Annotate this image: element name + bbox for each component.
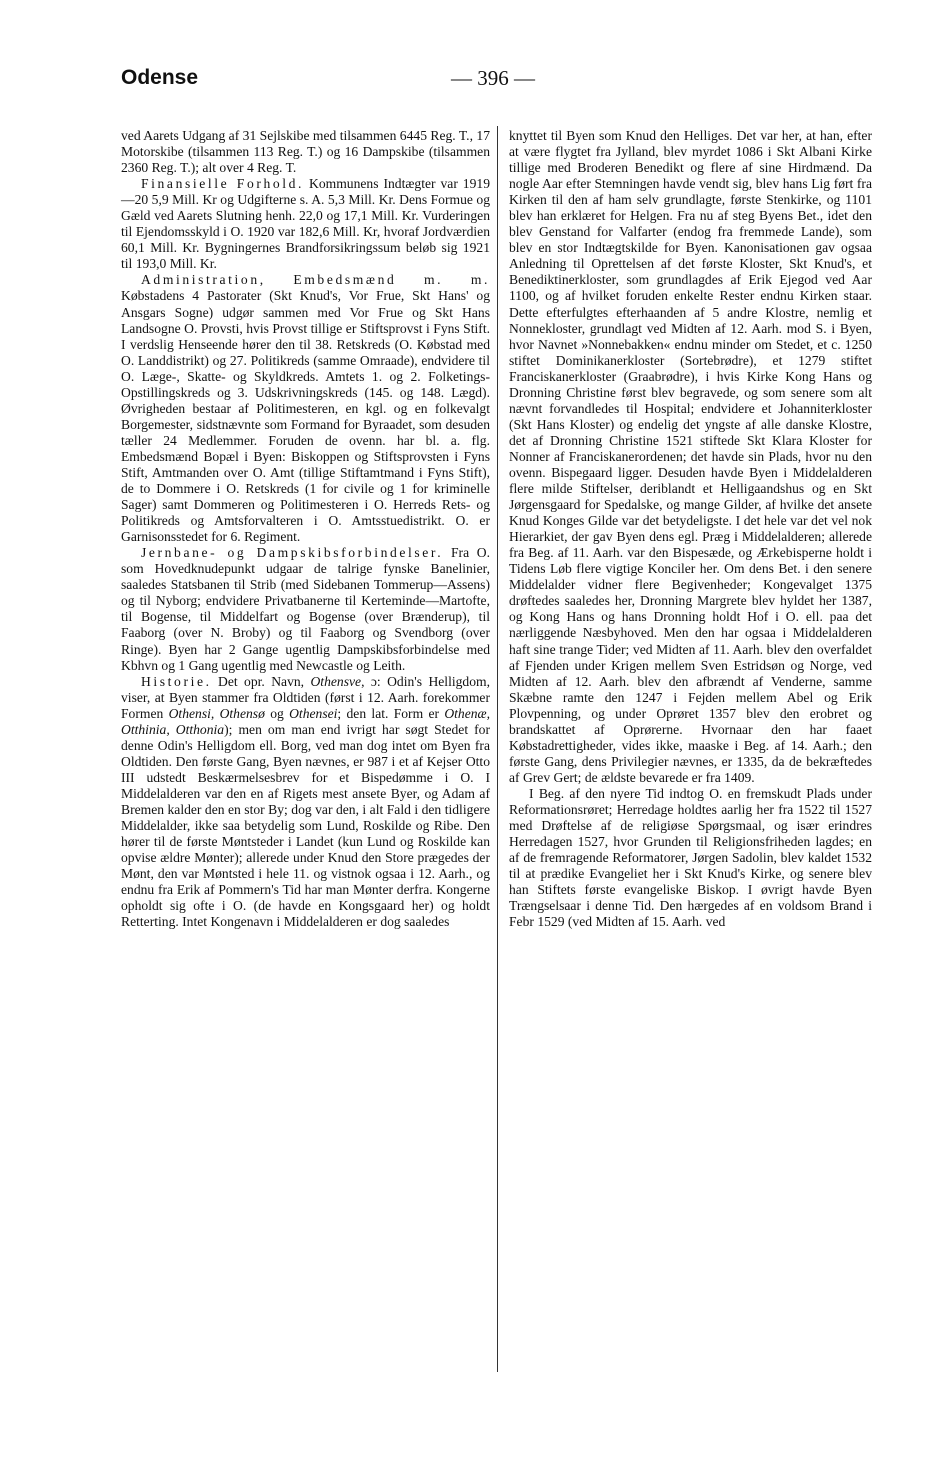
paragraph-knud-den-hellige: knyttet til Byen som Knud den Helliges. Det var her, at han, efter at være flygtet fra Jylland, blev myrdet 1086 i Skt Albani Kirke tillige med Broderen Benedikt og flere af sine Hirdmænd. Da nogle Aar efter Stemningen havde vendt sig, blev hans Lig ført fra Kirken til den af ham selv grundlagte, første Stenkirke, og 1101 blev han erklæret for Helgen. Fra nu af steg Byens Bet., idet den blev Genstand for Valfarter (endog fra fremmede Lande), som blev en stor Indtægtskilde for Byen. Kanonisationen gav ogsaa Anledning til Oprettelsen af det første Kloster, Skt Knud's, et Benediktinerkloster, som grundlagdes af Erik Ejegod ved Aar 1100, og af hvilket foruden enkelte Rester endnu Kirken staar. Dette efterfulgtes efterhaanden af 5 andre Klostre, nemlig et Nonnekloster, grundlagt ved Midten af 12. Aarh. mod S. i Byen, hvor Navnet »Nonnebakken« endnu minder om Stedet, et c. 1250 stiftet Dominikanerkloster (Sortebrødre), et 1279 stiftet Franciskanerkloster (Graabrødre), i hvis Kirke Kong Hans og Dronning Christine først blev begravede, og som senere som alt nævnt forvandledes til Hospital; endvidere et Johanniterkloster (Skt Hans Kloster) og endelig det yngste af alle danske Klostre, det af Dronning Christine 1521 stiftede Skt Klara Kloster for Nonner af Franciskanerordenen; det havde sin Plads, hvor nu den ovenn. Bispegaard ligger. Desuden havde Byen i Middelalderen flere milde Stiftelser, deriblandt et Helligaandshus og en Skt Jørgensgaard for Spedalske, og mange Gilder, af hvilke det ansete Knud Konges Gilde var det betydeligste. I det hele var det vel nok Hierarkiet, der gav Byen dens egl. Præg i Middelalderen; allerede fra Beg. af 11. Aarh. var den Bispesæde, og Ærkebisperne holdt i Tidens Løb flere vigtige Konciler her. Om dens Bet. i den senere Middelalder vidner flere Begivenheder; Kongevalget 1375 drøftedes saaledes her, Dronning Margrete blev hyldet her 1387, og Kong Hans og hans Dronning holdt Hof i O. ell. paa det nærliggende Næsbyhoved. Men den har ogsaa i Middelalderen haft sine trange Tider; ved Midten af 11. Aarh. blev den overfaldet af Fjenden under Krigen mellem Sven Estridsøn og Norge, ved Midten af 12. Aarh. blev den afbrændt af Venderne, samme Skæbne ramte den 1247 i Fejden mellem Abel og Erik Plovpenning, og under Oprøret 1357 blev den erobret og brandskattet af Oprørerne. Hvornaar den har faaet Købstadrettigheder, vides ikke, maaske i Beg. af 14. Aarh.; den første Gang, dens Privilegier nævnes, er 1335, da de bekræftedes af Grev Gert; de ældste bevarede er fra 1409. [509, 128, 872, 785]
paragraph-history [121, 674, 490, 931]
history-text-c: , ɔ: Odin's Helligdom, viser, at Byen stammer fra Oldtiden (først i 12. Aarh. forekommer Formen [121, 673, 490, 721]
section-heading-administration: Administration, Embedsmænd m. m. [141, 272, 490, 288]
history-name-othensei: Othensei [289, 705, 338, 721]
section-heading-history: Historie. [141, 673, 212, 689]
paragraph-railways [121, 545, 490, 673]
history-name-othensve: Othensve [310, 673, 362, 689]
right-column [509, 128, 872, 930]
history-text-g: ; den lat. Form er [337, 705, 445, 721]
history-name-latin-forms: Othenæ, Otthinia, Otthonia [121, 705, 491, 737]
paragraph-reformation: I Beg. af den nyere Tid indtog O. en fremskudt Plads under Reformationsrøret; Herredage holdtes aarlig her fra 1522 til 1527 med Drøftelse af de religiøse Spørgsmaal, og især erindres Herredagen 1527, hvor Grunden til Religionsfriheden lagdes; en af de fremragende Reformatorer, Jørgen Sadolin, blev kaldet 1532 til at prædike Evangeliet her i Skt Knud's Kirke, og senere blev han Stiftets første evangeliske Biskop. I øvrigt havde Byen Trængselsaar i denne Tid. Den hærgedes af en voldsom Brand i Febr 1529 (ved Midten af 15. Aarh. ved [509, 785, 872, 930]
administration-text: Købstadens 4 Pastorater (Skt Knud's, Vor Frue, Skt Hans' og Ansgars Sogne) udgør sammen med Vor Frue og Skt Hans Landsogne O. Provsti, hvis Provst tillige er Stiftsprovst i Fyns Stift. I verdslig Henseende hører den til 38. Retskreds (O. Købstad med O. Landdistrikt) og 27. Politikreds (samme Omraade), endvidere til O. Læge-, Skatte- og Skyldkreds. Amtets 1. og 2. Folketings-Opstillingskreds og 3. Udskrivningskreds (145. og 148. Lægd). Øvrigheden bestaar af Politimesteren, en kgl. og en folkevalgt Borgemester, sidstnævnte som Formand for Byraadet, som desuden tæller 24 Medlemmer. Foruden de ovenn. har bl. a. flg. Embedsmænd Bopæl i Byen: Biskoppen og Stiftsprovsten i Fyns Stift, Amtmanden over O. Amt (tillige Stiftamtmand i Fyns Stift), de to Dommere i O. Retskreds (1 for civile og 1 for kriminelle Sager) samt Dommeren og Politimesteren i O. Herreds Rets- og Politikreds og Amtsforvalteren i O. Amtsstuedistrikt. O. er Garnisonsstedet for 6. Regiment. [121, 288, 490, 545]
history-text-e: og [264, 705, 290, 721]
paragraph-harbor: ved Aarets Udgang af 31 Sejlskibe med tilsammen 6445 Reg. T., 17 Motorskibe (tilsammen 113 Reg. T.) og 16 Dampskibe (tilsammen 2360 Reg. T.); alt over 4 Reg. T. [121, 128, 490, 176]
finances-text: Kommunens Indtægter var 1919—20 5,9 Mill. Kr og Udgifterne s. A. 5,3 Mill. Kr. Dens Formue og Gæld ved Aarets Slutning henh. 22,0 og 17,1 Mill. Kr. Vurderingen til Ejendomsskyld i O. 1920 var 182,6 Mill. Kr, hvoraf Jordværdien 60,1 Mill. Kr. Bygningernes Brandforsikringssum beløb sig 1921 til 193,0 Mill. Kr. [121, 176, 490, 272]
running-head-title: Odense [121, 66, 199, 89]
railways-text: Fra O. som Hovedknudepunkt udgaar de talrige fynske Banelinier, saaledes Statsbanen til Strib (med Sidebanen Tommerup—Assens) og til Nyborg; endvidere Privatbanerne til Kerteminde—Martofte, til Bogense, til Middelfart og Bogense (over Brænderup), til Faaborg (over N. Broby) og til Faaborg og Svendborg (over Ringe). Byen har 2 Gange ugentlig Dampskibsforbindelse med Kbhvn og 1 Gang ugentlig med Newcastle og Leith. [121, 545, 490, 673]
running-header [121, 66, 811, 96]
history-text-i: ); men om man end ivrigt har søgt Stedet for denne Odin's Helligdom ell. Borg, ved man dog intet om Byen fra Oldtiden. Den første Gang, Byen nævnes, er 987 i et af Kejser Otto III udstedt Beskærmelsesbrev for et Bispedømme i O. I Middelalderen var den en af Rigets mest ansete Byer, og Adam af Bremen kalder den en stor By; dog var den, i alt Fald i den tidligere Middelalder, ikke saa betydelig som Lund, Roskilde og Ribe. Den hører til de første Møntsteder i Landet (kun Lund og Roskilde kan opvise ældre Mønter); allerede under Knud den Store prægedes der Mønt, den var Møntsted i hele 11. og vistnok ogsaa i 12. Aarh., og endnu fra Erik af Pommern's Tid har man Mønter derfra. Kongerne opholdt sig ofte i O. (de havde en Kongsgaard her) og holdt Retterting. Intet Kongenavn i Middelalderen er dog saaledes [121, 721, 490, 930]
section-heading-finances: Finansielle Forhold. [141, 176, 305, 192]
paragraph-finances [121, 176, 490, 272]
left-column [121, 128, 490, 930]
page-number: — 396 — [451, 66, 535, 90]
column-divider [497, 126, 498, 1372]
history-name-forms-1: Othensi, Othensø [168, 705, 265, 721]
section-heading-railways: Jernbane- og Dampskibsforbindelser. [141, 545, 444, 561]
paragraph-administration [121, 272, 490, 545]
history-text-a: Det opr. Navn, [211, 673, 311, 689]
